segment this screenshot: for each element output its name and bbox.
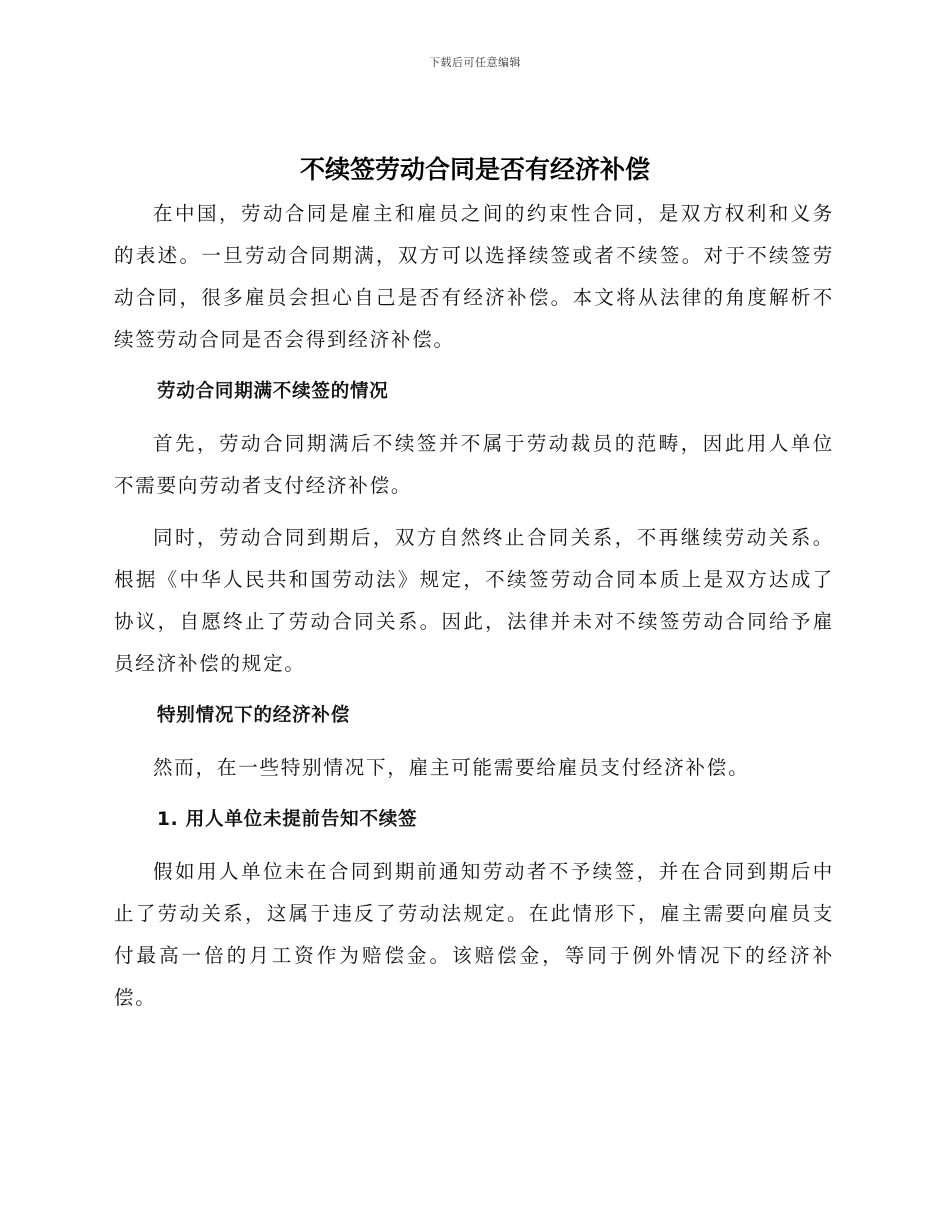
paragraph-no-notice: 假如用人单位未在合同到期前通知劳动者不予续签，并在合同到期后中止了劳动关系，这属于违反了劳动法规定。在此情形下，雇主需要向雇员支付最高一倍的月工资作为赔偿金。该赔偿金，等同于例外情况下的经济补偿。	[114, 860, 834, 1009]
section-heading-special-cases: 特别情况下的经济补偿	[157, 705, 351, 726]
section-heading-contract-expiry: 劳动合同期满不续签的情况	[157, 381, 389, 402]
paragraph-however: 然而，在一些特别情况下，雇主可能需要给雇员支付经济补偿。	[153, 756, 750, 779]
paragraph-first: 首先，劳动合同期满后不续签并不属于劳动裁员的范畴，因此用人单位不需要向劳动者支付经济补偿。	[114, 432, 834, 497]
header-note: 下载后可任意编辑	[429, 56, 521, 69]
document-title: 不续签劳动合同是否有经济补偿	[299, 155, 650, 184]
paragraph-meanwhile: 同时，劳动合同到期后，双方自然终止合同关系，不再继续劳动关系。根据《中华人民共和国劳动法》规定，不续签劳动合同本质上是双方达成了协议，自愿终止了劳动合同关系。因此，法律并未对不续签劳动合同给予雇员经济补偿的规定。	[114, 526, 834, 675]
paragraph-intro: 在中国，劳动合同是雇主和雇员之间的约束性合同，是双方权利和义务的表述。一旦劳动合同期满，双方可以选择续签或者不续签。对于不续签劳动合同，很多雇员会担心自己是否有经济补偿。本文将从法律的角度解析不续签劳动合同是否会得到经济补偿。	[114, 202, 834, 351]
subsection-heading-no-notice: 1. 用人单位未提前告知不续签	[157, 809, 418, 830]
document-body	[114, 193, 834, 1019]
